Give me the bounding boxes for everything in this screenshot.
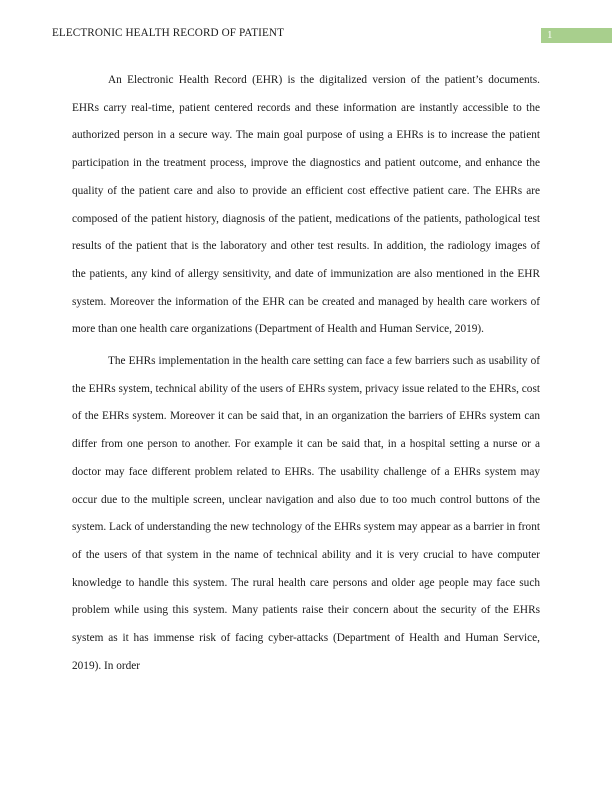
page-number: 1: [541, 28, 612, 43]
paragraph-ehr-barriers: The EHRs implementation in the health care setting can face a few barriers such as usability of the EHRs system, technical ability of the users of EHRs system, privacy issue related to the EHRs, cost of the EHRs system. Moreover it can be said that, in an organization the barriers of EHRs system can differ from one person to another. For example it can be said that, in a hospital setting a nurse or a doctor may face different problem related to EHRs. The usability challenge of a EHRs system may occur due to the multiple screen, unclear navigation and also due to too much control buttons of the system. Lack of understanding the new technology of the EHRs system may appear as a barrier in front of the users of that system in the name of technical ability and it is very crucial to have computer knowledge to handle this system. The rural health care persons and older age people may face such problem while using this system. Many patients raise their concern about the security of the EHRs system as it has immense risk of facing cyber-attacks (Department of Health and Human Service, 2019). In order: [72, 355, 540, 672]
running-head: ELECTRONIC HEALTH RECORD OF PATIENT: [52, 27, 285, 39]
paragraph-ehr-definition: An Electronic Health Record (EHR) is the digitalized version of the patient’s documents. EHRs carry real-time, patient centered records and these information are instantly accessible to the authorized person in a secure way. The main goal purpose of using a EHRs is to increase the patient participation in the treatment process, improve the diagnostics and patient outcome, and enhance the quality of the patient care and also to provide an efficient cost effective patient care. The EHRs are composed of the patient history, diagnosis of the patient, medications of the patients, pathological test results of the patient that is the laboratory and other test results. In addition, the radiology images of the patients, any kind of allergy sensitivity, and date of immunization are also mentioned in the EHR system. Moreover the information of the EHR can be created and managed by health care workers of more than one health care organizations (Department of Health and Human Service, 2019).: [72, 74, 540, 336]
document-body: [72, 67, 540, 684]
